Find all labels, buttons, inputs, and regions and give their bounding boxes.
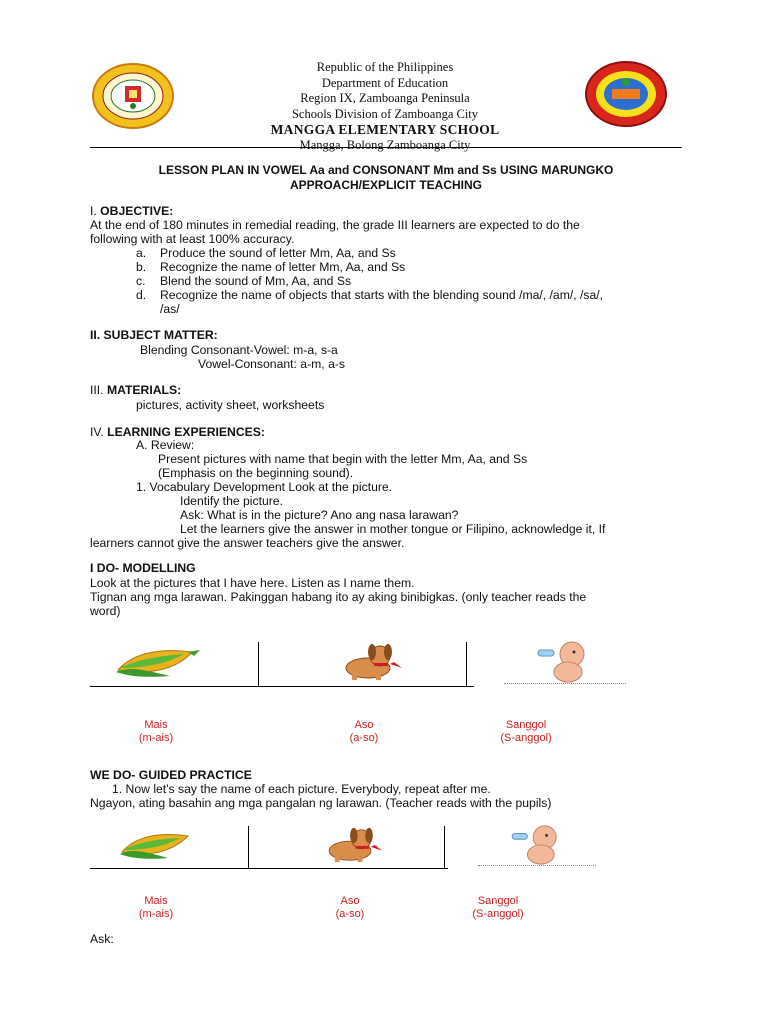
title-line: APPROACH/EXPLICIT TEACHING	[289, 178, 482, 192]
vocab-text: Identify the picture.	[180, 494, 283, 508]
section-number: IV.	[90, 425, 108, 439]
section-number: I.	[90, 204, 101, 218]
corn-icon	[114, 646, 202, 678]
review-text: (Emphasis on the beginning sound).	[158, 466, 354, 480]
dog-icon	[328, 642, 410, 682]
header-line: Department of Education	[321, 75, 449, 90]
picture-dotted-line	[478, 865, 596, 866]
item-text: Recognize the name of objects that starts with the blending sound /ma/, /am/, /sa/,	[160, 288, 604, 302]
title-line: LESSON PLAN IN VOWEL Aa and CONSONANT Mm and Ss USING MARUNGKO	[158, 163, 614, 177]
ido-text: word)	[90, 604, 121, 618]
section-title: OBJECTIVE:	[100, 204, 174, 218]
section-title: LEARNING EXPERIENCES:	[107, 425, 265, 439]
header-divider	[90, 147, 682, 148]
picture-label-split: (a-so)	[335, 908, 365, 920]
vocab-text: Ask: What is in the picture? Ano ang nasa larawan?	[180, 508, 459, 522]
lesson-title	[90, 163, 682, 193]
ido-text: Look at the pictures that I have here. Listen as I name them.	[90, 576, 415, 590]
materials-list: pictures, activity sheet, worksheets	[136, 398, 325, 412]
wedo-text: Ngayon, ating basahin ang mga pangalan ng larawan. (Teacher reads with the pupils)	[90, 796, 552, 810]
picture-divider	[444, 826, 445, 868]
picture-label: Mais	[144, 719, 168, 731]
objective-item	[136, 260, 405, 275]
picture-divider	[466, 642, 467, 686]
picture-label: Sanggol	[477, 895, 519, 907]
picture-label-split: (S-anggol)	[500, 732, 552, 744]
review-text: Present pictures with name that begin with the letter Mm, Aa, and Ss	[158, 452, 528, 466]
school-seal-icon	[92, 62, 174, 130]
objective-intro: At the end of 180 minutes in remedial reading, the grade III learners are expected to do the	[90, 218, 580, 232]
item-marker: d.	[136, 288, 147, 302]
baby-icon	[508, 822, 566, 866]
subject-line: Vowel-Consonant: a-m, a-s	[198, 357, 345, 371]
objective-item	[136, 246, 396, 261]
letterhead	[230, 60, 540, 153]
item-text: Produce the sound of letter Mm, Aa, and Ss	[160, 246, 396, 260]
header-line: Region IX, Zamboanga Peninsula	[300, 91, 470, 105]
picture-label: Aso	[354, 719, 374, 731]
picture-divider	[248, 826, 249, 868]
picture-divider	[258, 642, 259, 686]
section-number: III.	[90, 383, 107, 397]
vocab-text: learners cannot give the answer teachers give the answer.	[90, 536, 405, 550]
picture-label-split: (m-ais)	[138, 908, 174, 920]
item-text: Blend the sound of Mm, Aa, and Ss	[160, 274, 352, 288]
picture-label-split: (m-ais)	[138, 732, 174, 744]
dog-icon	[312, 826, 390, 864]
vocab-item: 1. Vocabulary Development Look at the picture.	[136, 480, 393, 494]
ask-label: Ask:	[90, 932, 114, 946]
item-marker: b.	[136, 260, 147, 274]
materials-heading	[90, 383, 181, 398]
picture-label: Mais	[144, 895, 168, 907]
vocab-text: Let the learners give the answer in mother tongue or Filipino, acknowledge it, If	[180, 522, 606, 536]
baby-icon	[534, 638, 594, 684]
objective-intro: following with at least 100% accuracy.	[90, 232, 295, 246]
item-marker: a.	[136, 246, 147, 260]
section-title: MATERIALS:	[106, 383, 182, 397]
picture-label: Aso	[340, 895, 360, 907]
item-marker: c.	[136, 274, 146, 288]
picture-dotted-line	[504, 683, 626, 684]
ido-text: Tignan ang mga larawan. Pakinggan habang ito ay aking binibigkas. (only teacher reads the	[90, 590, 587, 604]
deped-seal-icon	[584, 60, 668, 128]
header-line: Schools Division of Zamboanga City	[291, 106, 479, 121]
picture-label-split: (S-anggol)	[472, 908, 524, 920]
review-label: A. Review:	[136, 438, 195, 452]
header-line: Republic of the Philippines	[316, 60, 454, 74]
objective-heading	[90, 204, 173, 219]
item-text: Recognize the name of letter Mm, Aa, and Ss	[160, 260, 406, 274]
objective-item-continued: /as/	[160, 302, 180, 316]
subject-line: Blending Consonant-Vowel: m-a, s-a	[140, 343, 338, 357]
wedo-item: 1. Now let's say the name of each picture. Everybody, repeat after me.	[112, 782, 491, 796]
school-address: Mangga, Bolong Zamboanga City	[299, 137, 471, 152]
objective-item	[136, 274, 351, 289]
objective-item	[136, 288, 603, 303]
corn-icon	[118, 830, 196, 860]
picture-label: Sanggol	[505, 719, 547, 731]
picture-label-split: (a-so)	[349, 732, 379, 744]
picture-baseline	[90, 868, 448, 869]
subject-heading: II. SUBJECT MATTER:	[90, 328, 218, 342]
picture-baseline	[90, 686, 474, 687]
ido-heading: I DO- MODELLING	[90, 561, 196, 575]
school-name: MANGGA ELEMENTARY SCHOOL	[270, 122, 500, 137]
wedo-heading: WE DO- GUIDED PRACTICE	[90, 768, 252, 782]
